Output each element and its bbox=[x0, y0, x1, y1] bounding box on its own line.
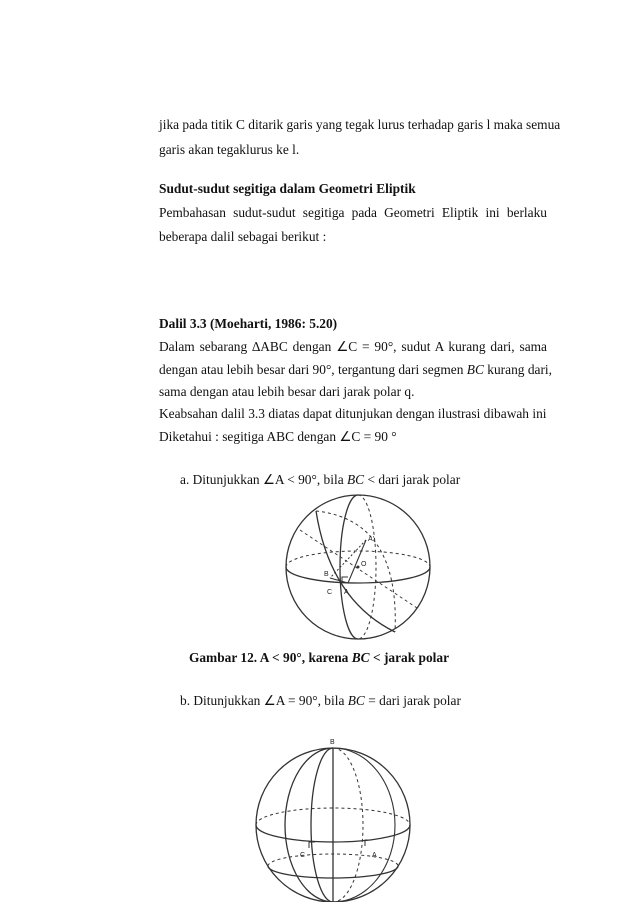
theorem-line: Dalam sebarang ∆ABC dengan ∠C = 90°, sudut A kurang dari, sama bbox=[159, 339, 547, 354]
point-label: O bbox=[361, 561, 367, 568]
triangle-sides bbox=[330, 540, 366, 583]
diagonal-line bbox=[300, 530, 420, 610]
paragraph-line: Pembahasan sudut-sudut segitiga pada Geometri Eliptik ini berlaku bbox=[159, 205, 547, 220]
equator-front bbox=[256, 825, 410, 842]
sphere-outline bbox=[256, 748, 410, 902]
theorem-title: Dalil 3.3 (Moeharti, 1986: 5.20) bbox=[159, 316, 338, 331]
theorem-line: Diketahui : segitiga ABC dengan ∠C = 90 ° bbox=[159, 429, 397, 444]
center-point bbox=[357, 566, 360, 569]
tilted-circle-front bbox=[316, 511, 395, 632]
right-angle-marker bbox=[309, 842, 315, 848]
point-label: B bbox=[324, 571, 329, 578]
segment-label: BC bbox=[347, 693, 365, 708]
equator-back bbox=[256, 808, 410, 825]
meridian-back bbox=[333, 748, 363, 902]
paragraph-line: beberapa dalil sebagai berikut : bbox=[159, 229, 327, 244]
segment-label: BC bbox=[466, 362, 484, 377]
point-label: A bbox=[372, 852, 377, 859]
triangle-hidden-side bbox=[330, 540, 366, 578]
point-label: A' bbox=[368, 536, 375, 543]
segment-label: BC bbox=[351, 650, 370, 665]
theorem-line: dengan atau lebih besar dari 90°, tergantung dari segmen BC kurang dari, bbox=[159, 362, 552, 377]
theorem-line: sama dengan atau lebih besar dari jarak polar q. bbox=[159, 384, 415, 399]
sphere-outline bbox=[286, 495, 430, 639]
paragraph-line: garis akan tegaklurus ke l. bbox=[159, 142, 300, 157]
item-b-text: b. Ditunjukkan ∠A = 90°, bila BC = dari jarak polar bbox=[180, 693, 461, 708]
figure-caption: Gambar 12. A < 90°, karena BC < jarak polar bbox=[188, 650, 450, 665]
right-angle-marker bbox=[365, 840, 371, 846]
point-label: B bbox=[330, 739, 335, 746]
parallel-front bbox=[268, 866, 398, 878]
meridian-back bbox=[358, 495, 376, 639]
meridian-front bbox=[340, 495, 358, 639]
section-heading: Sudut-sudut segitiga dalam Geometri Eliptik bbox=[159, 181, 416, 196]
theorem-line: Keabsahan dalil 3.3 diatas dapat ditunjukan dengan ilustrasi dibawah ini bbox=[159, 406, 547, 421]
meridian-inner bbox=[311, 748, 333, 902]
paragraph-line: jika pada titik C ditarik garis yang tegak lurus terhadap garis l maka semua bbox=[159, 117, 561, 132]
meridian-middle bbox=[285, 748, 333, 902]
point-label: C bbox=[300, 852, 306, 859]
meridian-right bbox=[333, 748, 395, 902]
point-label: A bbox=[344, 589, 349, 596]
item-a-text: a. Ditunjukkan ∠A < 90°, bila BC < dari jarak polar bbox=[180, 472, 461, 487]
tilted-circle-back bbox=[316, 511, 395, 632]
parallel-back bbox=[268, 854, 398, 866]
equator-front bbox=[286, 567, 430, 583]
point-label: C bbox=[327, 589, 333, 596]
right-angle-marker bbox=[342, 577, 348, 583]
segment-label: BC bbox=[347, 472, 365, 487]
equator-back bbox=[286, 551, 430, 567]
